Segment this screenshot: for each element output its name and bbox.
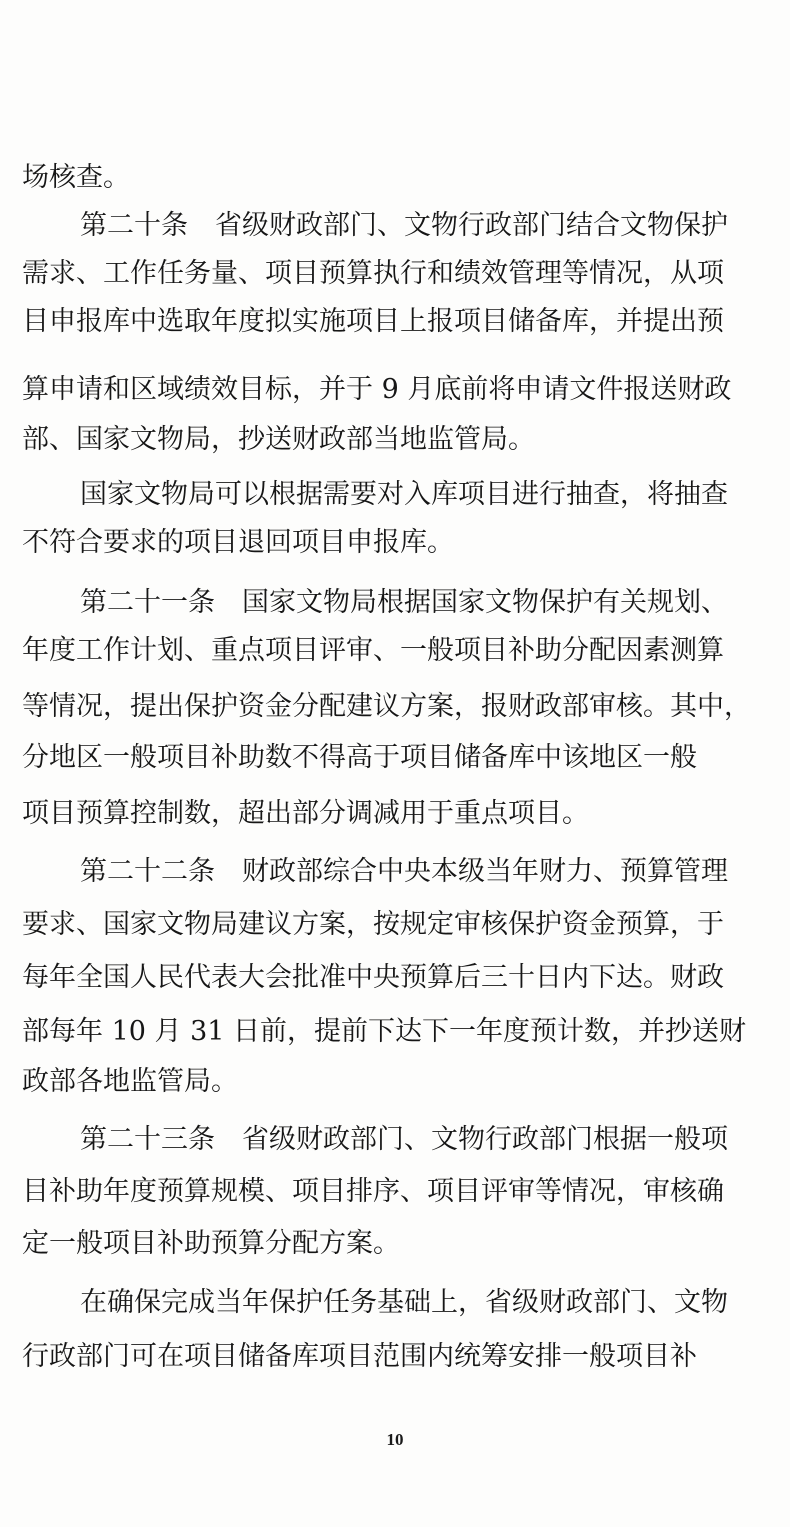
text-line: 等情况，提出保护资金分配建议方案，报财政部审核。其中， bbox=[22, 691, 751, 722]
text-line: 目补助年度预算规模、项目排序、项目评审等情况，审核确 bbox=[22, 1176, 724, 1207]
text-line: 定一般项目补助预算分配方案。 bbox=[22, 1228, 400, 1259]
text-line: 需求、工作任务量、项目预算执行和绩效管理等情况，从项 bbox=[22, 258, 724, 289]
text-line: 第二十一条 国家文物局根据国家文物保护有关规划、 bbox=[80, 587, 728, 618]
text-line: 不符合要求的项目退回项目申报库。 bbox=[22, 527, 454, 558]
text-line: 每年全国人民代表大会批准中央预算后三十日内下达。财政 bbox=[22, 962, 724, 993]
text-line: 项目预算控制数，超出部分调减用于重点项目。 bbox=[22, 798, 589, 829]
text-line: 目申报库中选取年度拟实施项目上报项目储备库，并提出预 bbox=[22, 306, 724, 337]
text-line: 算申请和区域绩效目标，并于 9 月底前将申请文件报送财政 bbox=[22, 374, 732, 405]
text-line: 场核查。 bbox=[22, 162, 130, 193]
text-line: 分地区一般项目补助数不得高于项目储备库中该地区一般 bbox=[22, 742, 697, 773]
text-line: 在确保完成当年保护任务基础上，省级财政部门、文物 bbox=[80, 1287, 728, 1318]
text-line: 第二十条 省级财政部门、文物行政部门结合文物保护 bbox=[80, 210, 728, 241]
text-line: 第二十二条 财政部综合中央本级当年财力、预算管理 bbox=[80, 856, 728, 887]
text-line: 年度工作计划、重点项目评审、一般项目补助分配因素测算 bbox=[22, 635, 724, 666]
text-line: 部每年 10 月 31 日前，提前下达下一年度预计数，并抄送财 bbox=[22, 1016, 747, 1047]
text-line: 要求、国家文物局建议方案，按规定审核保护资金预算，于 bbox=[22, 909, 724, 940]
text-line: 政部各地监管局。 bbox=[22, 1066, 238, 1097]
text-line: 第二十三条 省级财政部门、文物行政部门根据一般项 bbox=[80, 1124, 728, 1155]
text-line: 部、国家文物局，抄送财政部当地监管局。 bbox=[22, 424, 535, 455]
text-line: 国家文物局可以根据需要对入库项目进行抽查，将抽查 bbox=[80, 479, 728, 510]
page-number: 10 bbox=[386, 1430, 404, 1449]
text-line: 行政部门可在项目储备库项目范围内统筹安排一般项目补 bbox=[22, 1341, 697, 1372]
